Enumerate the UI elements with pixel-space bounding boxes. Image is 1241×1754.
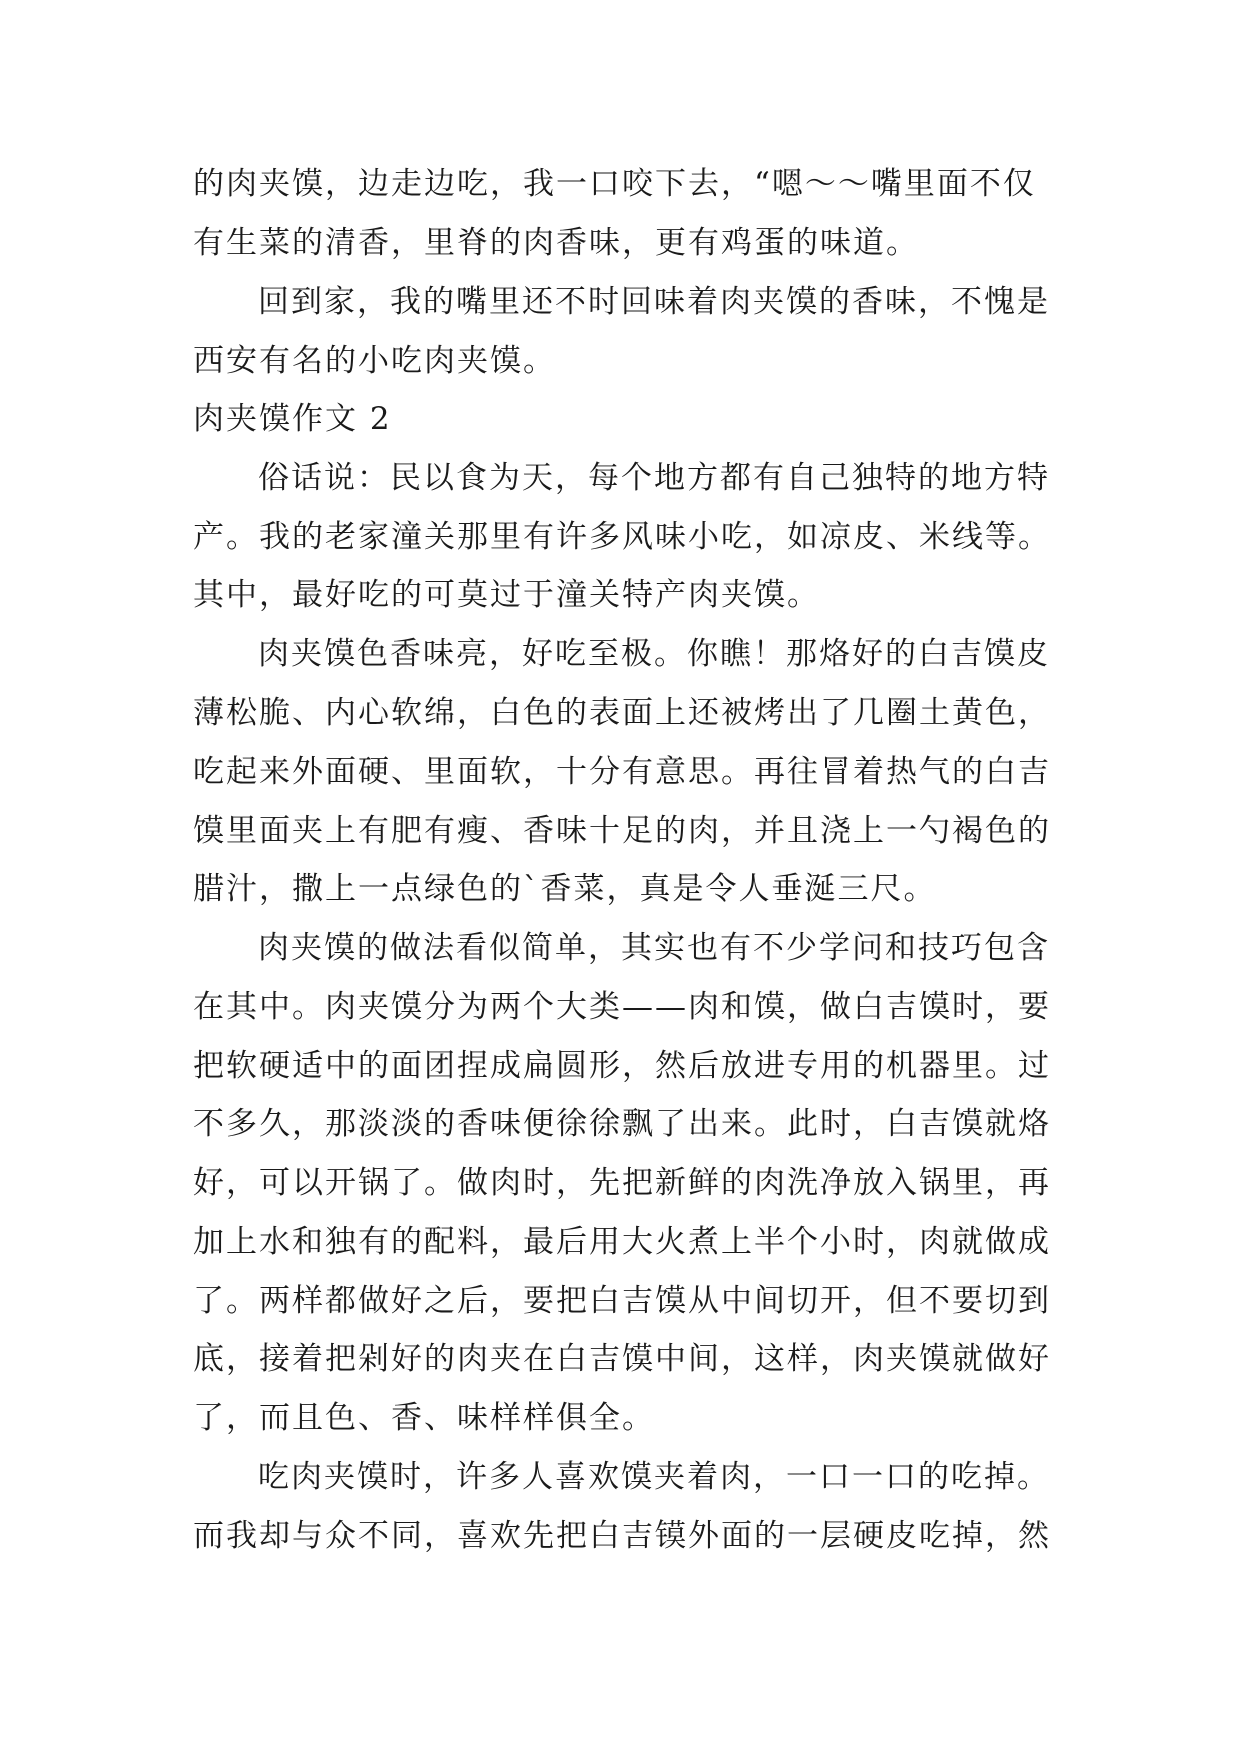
text-line: 加上水和独有的配料，最后用大火煮上半个小时，肉就做成 (193, 1224, 1051, 1260)
paragraph-start: 俗话说：民以食为天，每个地方都有自己独特的地方特 (258, 460, 1050, 496)
text-line: 把软硬适中的面团捏成扁圆形，然后放进专用的机器里。过 (193, 1048, 1051, 1084)
text-line: 其中，最好吃的可莫过于潼关特产肉夹馍。 (193, 577, 820, 613)
text-line: 底，接着把剁好的肉夹在白吉馍中间，这样，肉夹馍就做好 (193, 1341, 1051, 1377)
paragraph-start: 肉夹馍色香味亮，好吃至极。你瞧！那烙好的白吉馍皮 (258, 636, 1050, 672)
text-line: 吃起来外面硬、里面软，十分有意思。再往冒着热气的白吉 (193, 754, 1051, 790)
text-line: 不多久，那淡淡的香味便徐徐飘了出来。此时，白吉馍就烙 (193, 1106, 1051, 1142)
section-title: 肉夹馍作文 2 (193, 401, 392, 437)
text-line: 薄松脆、内心软绵，白色的表面上还被烤出了几圈土黄色， (193, 695, 1051, 731)
text-line: 了，而且色、香、味样样俱全。 (193, 1400, 655, 1436)
text-line: 了。两样都做好之后，要把白吉馍从中间切开，但不要切到 (193, 1283, 1051, 1319)
text-line: 西安有名的小吃肉夹馍。 (193, 343, 556, 379)
paragraph-start: 吃肉夹馍时，许多人喜欢馍夹着肉，一口一口的吃掉。 (258, 1459, 1050, 1495)
text-line: 好，可以开锅了。做肉时，先把新鲜的肉洗净放入锅里，再 (193, 1165, 1051, 1201)
text-line: 在其中。肉夹馍分为两个大类——肉和馍，做白吉馍时，要 (193, 989, 1051, 1025)
text-line: 产。我的老家潼关那里有许多风味小吃，如凉皮、米线等。 (193, 519, 1051, 555)
text-line: 而我却与众不同，喜欢先把白吉镆外面的一层硬皮吃掉，然 (193, 1518, 1051, 1554)
text-line: 馍里面夹上有肥有瘦、香味十足的肉，并且浇上一勺褐色的 (193, 813, 1051, 849)
paragraph-start: 肉夹馍的做法看似简单，其实也有不少学问和技巧包含 (258, 930, 1050, 966)
text-line: 的肉夹馍，边走边吃，我一口咬下去，“嗯～～嘴里面不仅 (193, 166, 1036, 202)
paragraph-start: 回到家，我的嘴里还不时回味着肉夹馍的香味，不愧是 (258, 284, 1050, 320)
text-line: 腊汁，撒上一点绿色的`香菜，真是令人垂涎三尺。 (193, 871, 937, 907)
text-line: 有生菜的清香，里脊的肉香味，更有鸡蛋的味道。 (193, 225, 919, 261)
